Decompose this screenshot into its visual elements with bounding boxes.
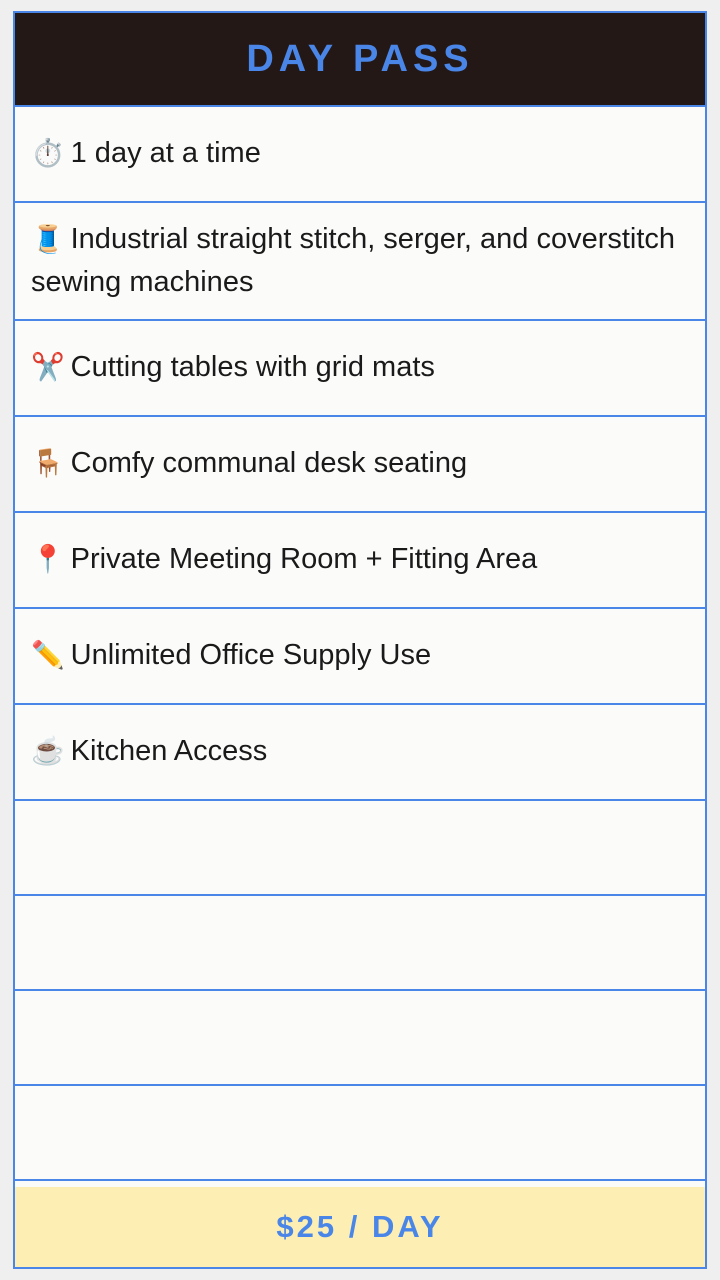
thread-spool-icon: 🧵 (31, 223, 65, 254)
feature-list (15, 107, 705, 1187)
feature-text (31, 634, 431, 678)
scissors-icon: ✂️ (31, 352, 65, 383)
feature-label: Unlimited Office Supply Use (70, 639, 432, 672)
card-header (15, 13, 705, 107)
feature-text (31, 442, 467, 486)
feature-text (31, 730, 267, 774)
list-item (15, 609, 705, 705)
page-title: DAY PASS (246, 37, 474, 80)
coffee-icon: ☕ (31, 736, 65, 767)
feature-label: Cutting tables with grid mats (70, 351, 435, 384)
stopwatch-icon: ⏱️ (31, 138, 65, 169)
feature-text (31, 218, 689, 305)
feature-label: 1 day at a time (70, 137, 261, 170)
feature-text (31, 538, 537, 582)
pricing-card (13, 11, 707, 1269)
chair-icon: 🪑 (31, 448, 65, 479)
pencil-icon: ✏️ (31, 640, 65, 671)
list-item-empty (15, 991, 705, 1086)
list-item (15, 203, 705, 321)
feature-label: Kitchen Access (70, 735, 268, 768)
list-item-empty (15, 1086, 705, 1181)
list-item (15, 107, 705, 203)
price-label: $25 / DAY (276, 1209, 444, 1244)
feature-text (31, 132, 261, 176)
pin-icon: 📍 (31, 544, 65, 575)
feature-label: Comfy communal desk seating (70, 447, 468, 480)
list-item-empty (15, 801, 705, 896)
list-item (15, 513, 705, 609)
list-item-empty (15, 896, 705, 991)
list-item (15, 417, 705, 513)
list-item (15, 321, 705, 417)
feature-text (31, 346, 435, 390)
feature-label: Industrial straight stitch, serger, and coverstitch sewing machines (31, 222, 676, 298)
card-footer (15, 1187, 705, 1267)
list-item (15, 705, 705, 801)
feature-label: Private Meeting Room + Fitting Area (70, 543, 538, 576)
